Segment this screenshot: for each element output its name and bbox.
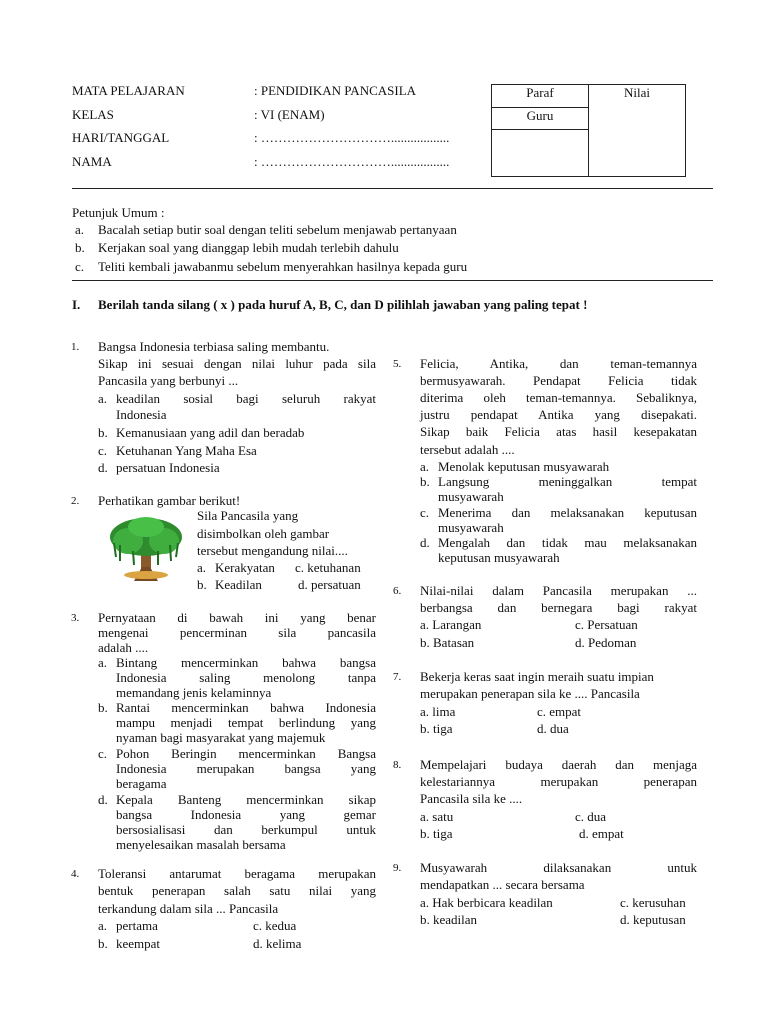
q1-number: 1. bbox=[71, 341, 80, 353]
q6-option-c[interactable]: c. Persatuan bbox=[575, 617, 638, 632]
q2-line-3: tersebut mengandung nilai.... bbox=[197, 543, 348, 558]
q1-option-a-cont: Indonesia bbox=[116, 407, 167, 422]
q9-option-a[interactable]: a. Hak berbicara keadilan bbox=[420, 895, 553, 910]
q5-line-6: tersebut adalah .... bbox=[420, 442, 515, 457]
q1-option-a-marker[interactable]: a. bbox=[98, 391, 108, 406]
nilai-header: Nilai bbox=[624, 85, 650, 100]
q5-option-a-marker[interactable]: a. bbox=[420, 459, 430, 474]
q9-number: 9. bbox=[393, 862, 402, 874]
q3-option-d-marker[interactable]: d. bbox=[98, 792, 108, 807]
q2-option-d[interactable]: d. persatuan bbox=[298, 577, 361, 592]
q3-option-a-line-2: Indonesia saling menolong tanpa bbox=[116, 670, 376, 685]
q8-line-2: kelestariannya merupakan penerapan bbox=[420, 774, 697, 789]
q5-line-1: Felicia, Antika, dan teman-temannya bbox=[420, 356, 697, 371]
q1-option-d-marker[interactable]: d. bbox=[98, 460, 108, 475]
q3-line-3: adalah .... bbox=[98, 640, 149, 655]
q2-option-a[interactable]: Kerakyatan bbox=[215, 560, 275, 575]
label-mata-pelajaran: MATA PELAJARAN bbox=[72, 83, 185, 98]
paraf-signature-box[interactable] bbox=[492, 130, 589, 177]
q5-option-d-line-1[interactable]: Mengalah dan tidak mau melaksanakan bbox=[438, 535, 697, 550]
value-hari-tanggal: : ………………………….................. bbox=[254, 130, 450, 145]
q4-line-2: bentuk penerapan salah satu nilai yang bbox=[98, 883, 376, 898]
q2-option-c[interactable]: c. ketuhanan bbox=[295, 560, 361, 575]
q3-option-d-line-2: bangsa Indonesia yang gemar bbox=[116, 807, 376, 822]
q1-line-2: Sikap ini sesuai dengan nilai luhur pada sila bbox=[98, 356, 376, 371]
q5-line-3: diterima oleh teman-temannya. Sebaliknya, bbox=[420, 390, 697, 405]
q5-number: 5. bbox=[393, 358, 402, 370]
q7-number: 7. bbox=[393, 671, 402, 683]
q5-line-2: bermusyawarah. Pendapat Felicia tidak bbox=[420, 373, 697, 388]
q3-option-d-line-1[interactable]: Kepala Banteng mencerminkan sikap bbox=[116, 792, 376, 807]
q4-option-a[interactable]: pertama bbox=[116, 918, 158, 933]
q3-number: 3. bbox=[71, 612, 80, 624]
petunjuk-marker-c: c. bbox=[75, 259, 85, 274]
q3-option-a-line-1[interactable]: Bintang mencerminkan bahwa bangsa bbox=[116, 655, 376, 670]
q2-option-b-marker[interactable]: b. bbox=[197, 577, 207, 592]
q5-option-b-line-2: musyawarah bbox=[438, 489, 504, 504]
q2-number: 2. bbox=[71, 495, 80, 507]
q5-option-b-marker[interactable]: b. bbox=[420, 474, 430, 489]
q5-option-a[interactable]: Menolak keputusan musyawarah bbox=[438, 459, 610, 474]
petunjuk-item-c: Teliti kembali jawabanmu sebelum menyerahkan hasilnya kepada guru bbox=[98, 259, 468, 274]
q4-option-d[interactable]: d. kelima bbox=[253, 936, 302, 951]
q2-option-a-marker[interactable]: a. bbox=[197, 560, 207, 575]
q2-option-b[interactable]: Keadilan bbox=[215, 577, 262, 592]
q7-option-a[interactable]: a. lima bbox=[420, 704, 456, 719]
value-mata-pelajaran: : PENDIDIKAN PANCASILA bbox=[254, 83, 417, 98]
q1-option-a[interactable]: keadilan sosial bagi seluruh rakyat bbox=[116, 391, 376, 406]
q1-line-1: Bangsa Indonesia terbiasa saling membantu. bbox=[98, 339, 330, 354]
q3-line-1: Pernyataan di bawah ini yang benar bbox=[98, 610, 376, 625]
q3-option-a-marker[interactable]: a. bbox=[98, 655, 108, 670]
q7-line-1: Bekerja keras saat ingin meraih suatu impian bbox=[420, 669, 654, 684]
petunjuk-item-a: Bacalah setiap butir soal dengan teliti sebelum menjawab pertanyaan bbox=[98, 222, 457, 237]
petunjuk-marker-a: a. bbox=[75, 222, 85, 237]
q4-option-b-marker[interactable]: b. bbox=[98, 936, 108, 951]
q5-option-d-marker[interactable]: d. bbox=[420, 535, 430, 550]
q7-option-c[interactable]: c. empat bbox=[537, 704, 582, 719]
paraf-header: Paraf bbox=[492, 85, 589, 108]
banyan-tree-icon bbox=[108, 515, 184, 583]
q5-option-b-line-1[interactable]: Langsung meninggalkan tempat bbox=[438, 474, 697, 489]
q5-option-c-marker[interactable]: c. bbox=[420, 505, 430, 520]
q8-option-c[interactable]: c. dua bbox=[575, 809, 607, 824]
label-hari-tanggal: HARI/TANGGAL bbox=[72, 130, 170, 145]
petunjuk-title: Petunjuk Umum : bbox=[72, 205, 165, 220]
q4-option-c[interactable]: c. kedua bbox=[253, 918, 297, 933]
q3-option-c-line-3: beragama bbox=[116, 776, 167, 791]
petunjuk-marker-b: b. bbox=[75, 240, 85, 255]
q3-option-c-marker[interactable]: c. bbox=[98, 746, 108, 761]
q4-number: 4. bbox=[71, 868, 80, 880]
q4-line-3: terkandung dalam sila ... Pancasila bbox=[98, 901, 279, 916]
q3-option-c-line-1[interactable]: Pohon Beringin mencerminkan Bangsa bbox=[116, 746, 376, 761]
guru-header: Guru bbox=[492, 108, 589, 130]
q7-line-2: merupakan penerapan sila ke .... Pancasila bbox=[420, 686, 640, 701]
q5-line-5: Sikap baik Felicia atas hasil kesepakatan bbox=[420, 424, 697, 439]
q2-line-2: disimbolkan oleh gambar bbox=[197, 526, 330, 541]
q3-option-b-line-1[interactable]: Rantai mencerminkan bahwa Indonesia bbox=[116, 700, 376, 715]
q3-option-d-line-4: menyelesaikan masalah bersama bbox=[116, 837, 286, 852]
q9-option-c[interactable]: c. kerusuhan bbox=[620, 895, 686, 910]
q1-option-d[interactable]: persatuan Indonesia bbox=[116, 460, 220, 475]
q6-option-b[interactable]: b. Batasan bbox=[420, 635, 475, 650]
q9-option-b[interactable]: b. keadilan bbox=[420, 912, 478, 927]
q7-option-d[interactable]: d. dua bbox=[537, 721, 569, 736]
q9-line-1: Musyawarah dilaksanakan untuk bbox=[420, 860, 697, 875]
grade-table bbox=[491, 84, 686, 177]
q3-line-2: mengenai pencerminan sila pancasila bbox=[98, 625, 376, 640]
q4-option-a-marker[interactable]: a. bbox=[98, 918, 108, 933]
q4-option-b[interactable]: keempat bbox=[116, 936, 161, 951]
q8-number: 8. bbox=[393, 759, 402, 771]
q6-line-1: Nilai-nilai dalam Pancasila merupakan ... bbox=[420, 583, 697, 598]
q3-option-b-line-3: nyaman bagi masyarakat yang majemuk bbox=[116, 730, 326, 745]
q5-option-c-line-2: musyawarah bbox=[438, 520, 504, 535]
q8-line-3: Pancasila sila ke .... bbox=[420, 791, 523, 806]
q1-option-b-marker[interactable]: b. bbox=[98, 425, 108, 440]
section-instruction: Berilah tanda silang ( x ) pada huruf A, B, C, dan D pilihlah jawaban yang paling tepat ! bbox=[98, 297, 588, 312]
q1-option-c-marker[interactable]: c. bbox=[98, 443, 108, 458]
q5-line-4: justru pendapat Antika yang disepakati. bbox=[420, 407, 697, 422]
q9-option-d[interactable]: d. keputusan bbox=[620, 912, 686, 927]
q3-option-a-line-3: memandang jenis kelaminnya bbox=[116, 685, 272, 700]
q3-option-d-line-3: bersosialisasi dan berkumpul untuk bbox=[116, 822, 376, 837]
nilai-cell[interactable] bbox=[589, 85, 686, 177]
q2-stem: Perhatikan gambar berikut! bbox=[98, 493, 241, 508]
q1-option-b[interactable]: Kemanusiaan yang adil dan beradab bbox=[116, 425, 305, 440]
q1-line-3: Pancasila yang berbunyi ... bbox=[98, 373, 239, 388]
q7-option-b[interactable]: b. tiga bbox=[420, 721, 453, 736]
q3-option-b-line-2: mampu menjadi tempat berlindung yang bbox=[116, 715, 376, 730]
petunjuk-item-b: Kerjakan soal yang dianggap lebih mudah terlebih dahulu bbox=[98, 240, 399, 255]
value-kelas: : VI (ENAM) bbox=[254, 107, 325, 122]
q3-option-b-marker[interactable]: b. bbox=[98, 700, 108, 715]
q8-option-b[interactable]: b. tiga bbox=[420, 826, 453, 841]
q5-option-d-line-2: keputusan musyawarah bbox=[438, 550, 560, 565]
q1-option-c[interactable]: Ketuhanan Yang Maha Esa bbox=[116, 443, 257, 458]
q9-line-2: mendapatkan ... secara bersama bbox=[420, 877, 585, 892]
q5-option-c-line-1[interactable]: Menerima dan melaksanakan keputusan bbox=[438, 505, 697, 520]
label-kelas: KELAS bbox=[72, 107, 114, 122]
q6-option-a[interactable]: a. Larangan bbox=[420, 617, 482, 632]
q6-number: 6. bbox=[393, 585, 402, 597]
q8-option-a[interactable]: a. satu bbox=[420, 809, 454, 824]
q2-line-1: Sila Pancasila yang bbox=[197, 508, 299, 523]
label-nama: NAMA bbox=[72, 154, 112, 169]
divider-top bbox=[72, 188, 713, 189]
q3-option-c-line-2: Indonesia merupakan bangsa yang bbox=[116, 761, 376, 776]
q8-line-1: Mempelajari budaya daerah dan menjaga bbox=[420, 757, 697, 772]
section-number: I. bbox=[72, 297, 81, 312]
q6-option-d[interactable]: d. Pedoman bbox=[575, 635, 637, 650]
value-nama: : ………………………….................. bbox=[254, 154, 450, 169]
q8-option-d[interactable]: d. empat bbox=[579, 826, 624, 841]
q4-line-1: Toleransi antarumat beragama merupakan bbox=[98, 866, 376, 881]
q6-line-2: berbangsa dan bernegara bagi rakyat bbox=[420, 600, 697, 615]
divider-middle bbox=[72, 280, 713, 281]
